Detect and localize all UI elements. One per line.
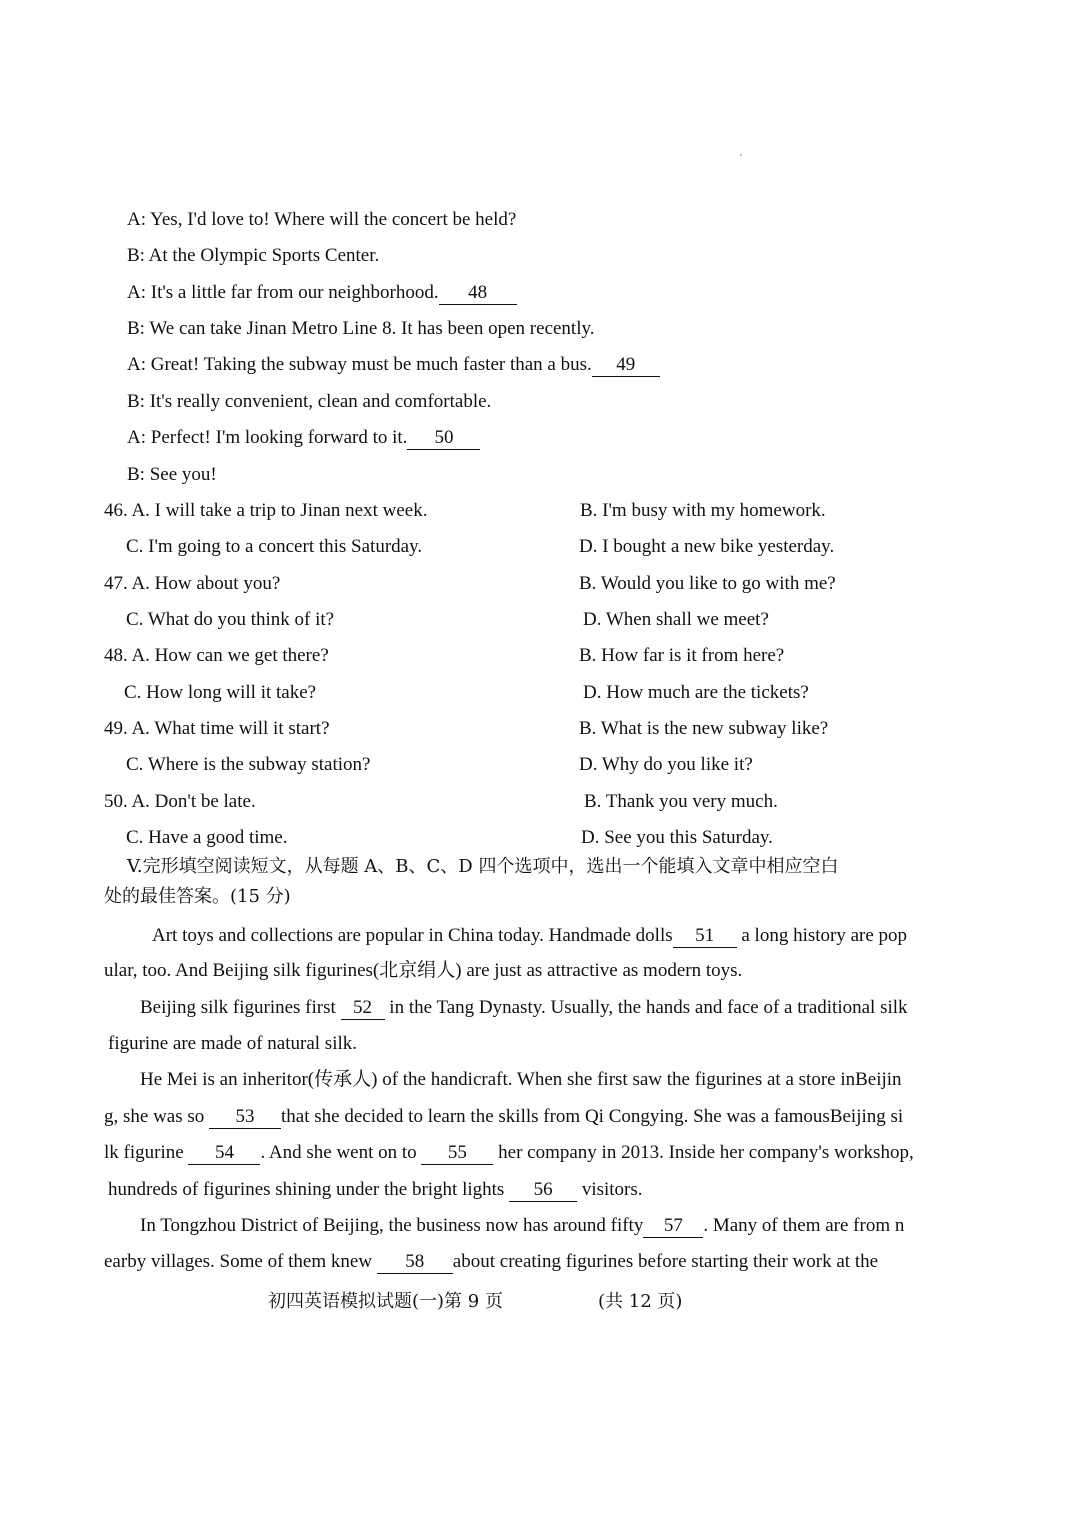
q47-option-d: D. When shall we meet? [583, 609, 769, 630]
q46-option-a: 46. A. I will take a trip to Jinan next week. [104, 500, 428, 521]
q50-option-b: B. Thank you very much. [584, 791, 778, 812]
passage-text: In Tongzhou District of Beijing, the business now has around fifty [140, 1215, 644, 1236]
q48-option-b: B. How far is it from here? [579, 645, 785, 666]
q49-option-a: 49. A. What time will it start? [104, 718, 330, 739]
passage-line-10 [104, 1250, 878, 1274]
passage-line-3 [140, 996, 908, 1020]
q49-option-d: D. Why do you like it? [579, 754, 753, 775]
q50-option-a: 50. A. Don't be late. [104, 791, 256, 812]
passage-text: that she decided to learn the skills from Qi Congying. She was a famousBeijing si [281, 1106, 904, 1127]
passage-text: in the Tang Dynasty. Usually, the hands and face of a traditional silk [389, 997, 908, 1018]
section-title-line-2: 处的最佳答案。(15 分) [104, 886, 291, 907]
footer-page-label: 初四英语模拟试题(一)第 9 页 [268, 1291, 503, 1312]
dialogue-line-5-text: A: Great! Taking the subway must be much faster than a bus. [127, 354, 592, 375]
dialogue-line-8: B: See you! [127, 464, 217, 485]
blank-54: 54 [188, 1142, 260, 1165]
blank-57: 57 [643, 1215, 703, 1238]
passage-line-2: ular, too. And Beijing silk figurines(北京绢人) are just as attractive as modern toys. [104, 960, 743, 981]
dialogue-line-3-text: A: It's a little far from our neighborhood. [127, 282, 439, 303]
dialogue-line-4: B: We can take Jinan Metro Line 8. It has been open recently. [127, 318, 595, 339]
passage-text: . And she went on to [260, 1142, 417, 1163]
blank-49: 49 [592, 354, 660, 377]
dialogue-line-2: B: At the Olympic Sports Center. [127, 245, 380, 266]
passage-text: g, she was so [104, 1106, 205, 1127]
section-title-line-1: V.完形填空阅读短文，从每题 A、B、C、D 四个选项中，选出一个能填入文章中相应空白 [127, 856, 839, 877]
blank-56: 56 [509, 1179, 577, 1202]
passage-line-8 [108, 1178, 643, 1202]
dialogue-line-5 [127, 353, 660, 377]
passage-text: about creating figurines before starting their work at the [452, 1251, 879, 1272]
dialogue-line-7 [127, 426, 480, 450]
passage-line-5: He Mei is an inheritor(传承人) of the handicraft. When she first saw the figurines at a store inBeijin [140, 1069, 902, 1090]
blank-55: 55 [421, 1142, 493, 1165]
dialogue-line-1: A: Yes, I'd love to! Where will the concert be held? [127, 209, 517, 230]
q48-option-a: 48. A. How can we get there? [104, 645, 329, 666]
q46-option-d: D. I bought a new bike yesterday. [579, 536, 835, 557]
q47-option-c: C. What do you think of it? [126, 609, 335, 630]
q48-option-c: C. How long will it take? [124, 682, 317, 703]
passage-text: visitors. [581, 1179, 643, 1200]
passage-line-6 [104, 1105, 903, 1129]
speck [740, 154, 742, 156]
passage-text: Art toys and collections are popular in China today. Handmade dolls [152, 925, 673, 946]
dialogue-line-3 [127, 281, 517, 305]
passage-text: hundreds of figurines shining under the bright lights [108, 1179, 505, 1200]
blank-48: 48 [439, 282, 517, 305]
blank-52: 52 [341, 997, 385, 1020]
q46-option-c: C. I'm going to a concert this Saturday. [126, 536, 423, 557]
dialogue-line-6: B: It's really convenient, clean and comfortable. [127, 391, 492, 412]
passage-text: Beijing silk figurines first [140, 997, 336, 1018]
passage-text: lk figurine [104, 1142, 184, 1163]
footer-total-pages: (共 12 页) [598, 1291, 683, 1312]
q47-option-b: B. Would you like to go with me? [579, 573, 836, 594]
passage-text: a long history are pop [741, 925, 908, 946]
blank-51: 51 [673, 925, 737, 948]
passage-line-9 [140, 1214, 904, 1238]
passage-line-4: figurine are made of natural silk. [108, 1033, 358, 1054]
q50-option-d: D. See you this Saturday. [581, 827, 773, 848]
passage-line-1 [152, 924, 907, 948]
passage-text: her company in 2013. Inside her company's workshop, [498, 1142, 914, 1163]
passage-text: earby villages. Some of them knew [104, 1251, 373, 1272]
blank-50: 50 [407, 427, 480, 450]
passage-line-7 [104, 1141, 914, 1165]
blank-58: 58 [377, 1251, 453, 1274]
passage-text: . Many of them are from n [703, 1215, 905, 1236]
q49-option-c: C. Where is the subway station? [126, 754, 371, 775]
blank-53: 53 [209, 1106, 281, 1129]
q50-option-c: C. Have a good time. [126, 827, 288, 848]
q46-option-b: B. I'm busy with my homework. [580, 500, 826, 521]
q49-option-b: B. What is the new subway like? [579, 718, 829, 739]
q48-option-d: D. How much are the tickets? [583, 682, 809, 703]
dialogue-line-7-text: A: Perfect! I'm looking forward to it. [127, 427, 408, 448]
q47-option-a: 47. A. How about you? [104, 573, 281, 594]
